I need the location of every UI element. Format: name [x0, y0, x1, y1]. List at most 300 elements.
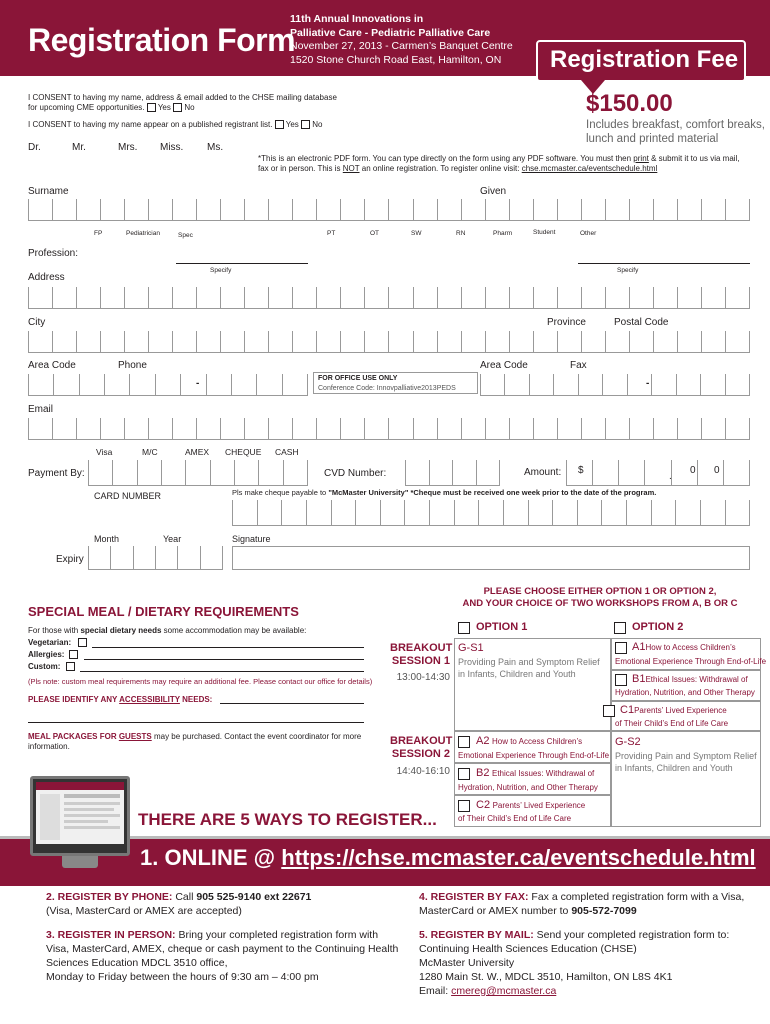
input-box-cell[interactable]	[172, 418, 196, 440]
pay-cheque[interactable]: CHEQUE	[225, 447, 262, 457]
input-box-cell[interactable]	[172, 287, 196, 309]
input-box-cell[interactable]	[177, 546, 199, 570]
input-box-cell[interactable]	[700, 500, 725, 526]
fee-includes: Includes breakfast, comfort breaks, lunch and printed material	[586, 119, 765, 145]
input-box-cell[interactable]	[485, 287, 509, 309]
input-box-cell[interactable]	[232, 500, 257, 526]
input-box-cell[interactable]	[185, 460, 209, 486]
person-text-d: Monday to Friday between the hours of 9:30 am – 4:00 pm	[46, 971, 319, 983]
input-box-cell[interactable]	[577, 500, 602, 526]
event-line-3: November 27, 2013 - Carmen’s Banquet Centre	[290, 40, 513, 52]
input-box-cell[interactable]	[331, 500, 356, 526]
fax-text-b: MasterCard or AMEX number to	[419, 905, 572, 917]
input-box-cell[interactable]	[653, 287, 677, 309]
phone-heading: 2. REGISTER BY PHONE:	[46, 891, 173, 903]
input-box-cell[interactable]	[76, 199, 100, 221]
input-box-cell[interactable]	[244, 287, 268, 309]
input-box-cell[interactable]	[79, 374, 104, 396]
input-box-cell[interactable]	[244, 331, 268, 353]
pay-cash[interactable]: CASH	[275, 447, 299, 457]
consent-published-yes-checkbox[interactable]	[275, 120, 284, 129]
input-box-cell[interactable]	[196, 418, 220, 440]
input-box-cell[interactable]	[220, 331, 244, 353]
input-box-cell[interactable]	[533, 418, 557, 440]
input-box-cell[interactable]	[485, 331, 509, 353]
input-box-cell[interactable]	[592, 460, 618, 486]
email-label: Email	[28, 404, 54, 415]
mail-email-link[interactable]: cmereg@mcmaster.ca	[451, 985, 557, 997]
pay-mc[interactable]: M/C	[142, 447, 158, 457]
input-box-cell[interactable]	[88, 546, 110, 570]
input-box-cell[interactable]	[557, 418, 581, 440]
prof-spec[interactable]: Spec	[178, 232, 193, 239]
b2-title	[476, 767, 594, 779]
input-box-cell[interactable]	[110, 546, 132, 570]
b1-title	[632, 673, 748, 685]
input-box-cell[interactable]	[601, 500, 626, 526]
breakout-1	[390, 642, 453, 668]
input-box-cell[interactable]	[478, 500, 503, 526]
input-box-cell[interactable]	[605, 287, 629, 309]
consent-published-no-checkbox[interactable]	[301, 120, 310, 129]
input-box-cell[interactable]	[268, 418, 292, 440]
input-box-cell[interactable]	[701, 199, 725, 221]
input-box-cell[interactable]	[340, 418, 364, 440]
consent-mailing-yes-checkbox[interactable]	[147, 103, 156, 112]
c1-title-a: Parents’ Lived Experience	[634, 706, 727, 715]
input-box-cell[interactable]	[52, 331, 76, 353]
access-c: NEEDS:	[179, 695, 213, 704]
amount-label: Amount:	[524, 467, 562, 478]
fax-dash: -	[646, 378, 650, 389]
input-box-cell[interactable]	[380, 500, 405, 526]
input-box-cell[interactable]	[112, 460, 136, 486]
input-box-cell[interactable]	[676, 374, 700, 396]
input-box-cell[interactable]	[476, 460, 501, 486]
input-box-cell[interactable]	[231, 374, 256, 396]
gs1-code: G-S1	[458, 642, 484, 654]
a1-title-a: How to Access Children’s	[645, 643, 736, 652]
input-box-cell[interactable]	[28, 287, 52, 309]
b2-title-b: Hydration, Nutrition, and Other Therapy	[458, 783, 598, 792]
input-box-cell[interactable]	[629, 331, 653, 353]
input-box-cell[interactable]	[100, 287, 124, 309]
input-box-cell[interactable]	[485, 199, 509, 221]
input-box-cell[interactable]	[364, 199, 388, 221]
input-box-cell[interactable]	[282, 374, 308, 396]
input-box-cell[interactable]	[404, 500, 429, 526]
card-number-label: CARD NUMBER	[94, 491, 162, 501]
accessibility-line-1[interactable]	[220, 703, 364, 704]
input-box-cell[interactable]	[651, 374, 675, 396]
input-box-cell[interactable]	[480, 374, 504, 396]
input-box-cell[interactable]	[256, 374, 281, 396]
choose-instructions	[440, 586, 760, 610]
input-box-cell[interactable]	[161, 460, 185, 486]
input-box-cell[interactable]	[557, 287, 581, 309]
spec-specify-line[interactable]	[176, 263, 308, 264]
input-box-cell[interactable]	[581, 418, 605, 440]
input-box-cell[interactable]	[461, 199, 485, 221]
input-box-cell[interactable]	[244, 199, 268, 221]
address-boxes[interactable]	[28, 287, 750, 309]
input-box-cell[interactable]	[196, 287, 220, 309]
input-box-cell[interactable]	[723, 460, 750, 486]
input-box-cell[interactable]	[618, 460, 644, 486]
phone-boxes[interactable]	[28, 374, 308, 396]
input-box-cell[interactable]	[553, 374, 577, 396]
input-box-cell[interactable]	[413, 331, 437, 353]
input-box-cell[interactable]	[509, 331, 533, 353]
card-number-boxes[interactable]	[232, 500, 750, 526]
input-box-cell[interactable]	[268, 287, 292, 309]
input-box-cell[interactable]	[281, 500, 306, 526]
input-box-cell[interactable]	[602, 374, 626, 396]
input-box-cell[interactable]	[340, 331, 364, 353]
input-box-cell[interactable]	[629, 199, 653, 221]
input-box-cell[interactable]	[701, 418, 725, 440]
input-box-cell[interactable]	[52, 418, 76, 440]
input-box-cell[interactable]	[700, 374, 724, 396]
input-box-cell[interactable]	[429, 460, 453, 486]
amount-boxes[interactable]	[566, 460, 750, 486]
input-box-cell[interactable]	[437, 199, 461, 221]
input-box-cell[interactable]	[220, 199, 244, 221]
prof-rn[interactable]: RN	[456, 230, 466, 237]
input-box-cell[interactable]	[552, 500, 577, 526]
input-box-cell[interactable]	[605, 331, 629, 353]
allergies-line[interactable]	[84, 659, 364, 660]
input-box-cell[interactable]	[316, 418, 340, 440]
input-box-cell[interactable]	[53, 374, 78, 396]
input-box-cell[interactable]	[292, 287, 316, 309]
input-box-cell[interactable]	[677, 199, 701, 221]
input-box-cell[interactable]	[653, 418, 677, 440]
input-box-cell[interactable]	[100, 331, 124, 353]
input-box-cell[interactable]	[100, 199, 124, 221]
allergies-label: Allergies:	[28, 650, 65, 659]
input-box-cell[interactable]	[701, 287, 725, 309]
input-box-cell[interactable]	[626, 500, 651, 526]
input-box-cell[interactable]	[355, 500, 380, 526]
input-box-cell[interactable]	[578, 374, 602, 396]
input-box-cell[interactable]	[725, 287, 750, 309]
input-box-cell[interactable]	[210, 460, 234, 486]
input-box-cell[interactable]	[220, 287, 244, 309]
input-box-cell[interactable]	[533, 287, 557, 309]
prof-pediatrician[interactable]: Pediatrician	[126, 230, 160, 237]
consent-published-text: I CONSENT to having my name appear on a published registrant list.	[28, 120, 273, 129]
a2-title-a: How to Access Children’s	[491, 737, 583, 746]
input-box-cell[interactable]	[124, 418, 148, 440]
fax-number[interactable]: 905-572-7099	[571, 905, 637, 917]
pay-amex[interactable]: AMEX	[185, 447, 210, 457]
input-box-cell[interactable]	[725, 374, 750, 396]
title-mrs[interactable]: Mrs.	[118, 142, 138, 153]
payment-method-boxes[interactable]	[88, 460, 308, 486]
input-box-cell[interactable]	[306, 500, 331, 526]
input-box-cell[interactable]	[725, 199, 750, 221]
input-box-cell[interactable]	[137, 460, 161, 486]
consent-mailing-no-checkbox[interactable]	[173, 103, 182, 112]
input-box-cell[interactable]	[28, 374, 53, 396]
input-box-cell[interactable]	[509, 418, 533, 440]
expiry-boxes[interactable]	[88, 546, 223, 570]
a2-title-b: Emotional Experience Through End-of-Life	[458, 751, 610, 760]
input-box-cell[interactable]	[180, 374, 205, 396]
input-box-cell[interactable]	[124, 199, 148, 221]
name-boxes[interactable]	[28, 199, 750, 221]
guests-note	[28, 732, 368, 752]
a1-title-b: Emotional Experience Through End-of-Life	[615, 657, 767, 666]
input-box-cell[interactable]	[52, 199, 76, 221]
fax-boxes[interactable]	[480, 374, 750, 396]
note-text-a: *This is an electronic PDF form. You can type directly on the form using any PDF software. You must then	[258, 154, 634, 163]
input-box-cell[interactable]	[283, 460, 308, 486]
prof-sw[interactable]: SW	[411, 230, 422, 237]
input-box-cell[interactable]	[653, 199, 677, 221]
signature-label: Signature	[232, 534, 271, 544]
monitor-stand-icon	[62, 856, 98, 868]
input-box-cell[interactable]	[452, 460, 476, 486]
input-box-cell[interactable]	[206, 374, 231, 396]
input-box-cell[interactable]	[148, 331, 172, 353]
input-box-cell[interactable]	[268, 331, 292, 353]
input-box-cell[interactable]	[725, 331, 750, 353]
input-box-cell[interactable]	[292, 331, 316, 353]
input-box-cell[interactable]	[76, 331, 100, 353]
input-box-cell[interactable]	[533, 199, 557, 221]
other-specify-line[interactable]	[578, 263, 750, 264]
input-box-cell[interactable]	[100, 418, 124, 440]
input-box-cell[interactable]	[677, 287, 701, 309]
c2-checkbox[interactable]	[458, 800, 470, 812]
amount-decimal: .	[669, 471, 672, 482]
input-box-cell[interactable]	[88, 460, 112, 486]
prof-student[interactable]: Student	[533, 229, 556, 236]
person-heading: 3. REGISTER IN PERSON:	[46, 929, 176, 941]
input-box-cell[interactable]	[196, 199, 220, 221]
fax-heading: 4. REGISTER BY FAX:	[419, 891, 529, 903]
input-box-cell[interactable]	[268, 199, 292, 221]
input-box-cell[interactable]	[104, 374, 129, 396]
input-box-cell[interactable]	[557, 331, 581, 353]
input-box-cell[interactable]	[28, 331, 52, 353]
title-miss[interactable]: Miss.	[160, 142, 184, 153]
input-box-cell[interactable]	[148, 418, 172, 440]
accessibility-line-2[interactable]	[28, 722, 364, 723]
input-box-cell[interactable]	[172, 199, 196, 221]
input-box-cell[interactable]	[316, 331, 340, 353]
input-box-cell[interactable]	[129, 374, 154, 396]
input-box-cell[interactable]	[52, 287, 76, 309]
note-url[interactable]: chse.mcmaster.ca/eventschedule.html	[521, 164, 658, 173]
option1-checkbox[interactable]	[458, 622, 470, 634]
input-box-cell[interactable]	[461, 418, 485, 440]
city-boxes[interactable]	[28, 331, 750, 353]
vegetarian-line[interactable]	[92, 647, 364, 648]
input-box-cell[interactable]	[701, 331, 725, 353]
input-box-cell[interactable]	[581, 287, 605, 309]
c1-code: C1	[620, 704, 635, 716]
breakout-2-label: BREAKOUT	[390, 735, 453, 747]
input-box-cell[interactable]	[605, 199, 629, 221]
input-box-cell[interactable]	[28, 418, 52, 440]
form-title: Registration Form	[28, 22, 296, 58]
option2-checkbox[interactable]	[614, 622, 626, 634]
custom-checkbox[interactable]	[66, 662, 75, 671]
input-box-cell[interactable]	[528, 500, 553, 526]
c2-title-a: Parents’ Lived Experience	[492, 801, 586, 810]
title-dr[interactable]: Dr.	[28, 142, 41, 153]
input-box-cell[interactable]	[155, 374, 180, 396]
fee-title: Registration Fee	[550, 46, 739, 73]
input-box-cell[interactable]	[76, 287, 100, 309]
a1-checkbox[interactable]	[615, 642, 627, 654]
title-mr[interactable]: Mr.	[72, 142, 86, 153]
input-box-cell[interactable]	[340, 199, 364, 221]
input-box-cell[interactable]	[675, 500, 700, 526]
input-box-cell[interactable]	[413, 287, 437, 309]
input-box-cell[interactable]	[485, 418, 509, 440]
input-box-cell[interactable]	[28, 199, 52, 221]
input-box-cell[interactable]	[504, 374, 528, 396]
input-box-cell[interactable]	[388, 199, 412, 221]
mail-text-b: Continuing Health Sciences Education (CHSE)	[419, 943, 637, 955]
input-box-cell[interactable]	[316, 287, 340, 309]
input-box-cell[interactable]	[405, 460, 429, 486]
phone-number[interactable]: 905 525-9140 ext 22671	[196, 891, 312, 903]
b1-title-b: Hydration, Nutrition, and Other Therapy	[615, 688, 755, 697]
phone-label: Phone	[118, 360, 147, 371]
province-label: Province	[547, 317, 586, 328]
input-box-cell[interactable]	[529, 374, 553, 396]
event-info	[290, 13, 513, 67]
input-box-cell[interactable]	[437, 418, 461, 440]
b2-checkbox[interactable]	[458, 768, 470, 780]
custom-line[interactable]	[80, 671, 364, 672]
input-box-cell[interactable]	[605, 418, 629, 440]
input-box-cell[interactable]	[76, 418, 100, 440]
prof-pharm[interactable]: Pharm	[493, 230, 513, 237]
b1-checkbox[interactable]	[615, 674, 627, 686]
input-box-cell[interactable]	[653, 331, 677, 353]
c2-code: C2	[476, 799, 491, 811]
input-box-cell[interactable]	[509, 199, 533, 221]
input-box-cell[interactable]	[503, 500, 528, 526]
mail-text-c: McMaster University	[419, 957, 515, 969]
prof-ot[interactable]: OT	[370, 230, 380, 237]
input-box-cell[interactable]	[316, 199, 340, 221]
note-text-b: & submit it to us via mail, fax or in person. This is	[258, 154, 740, 173]
consent-mailing-no-label: No	[184, 103, 195, 112]
phone-text-a: Call	[172, 891, 197, 903]
input-box-cell[interactable]	[244, 418, 268, 440]
online-url-link[interactable]: https://chse.mcmaster.ca/eventschedule.html	[281, 845, 756, 870]
input-box-cell[interactable]	[340, 287, 364, 309]
input-box-cell[interactable]	[133, 546, 155, 570]
fax-text-a: Fax a completed registration form with a Visa,	[528, 891, 745, 903]
input-box-cell[interactable]	[629, 287, 653, 309]
input-box-cell[interactable]	[413, 418, 437, 440]
prof-other[interactable]: Other	[580, 230, 597, 237]
register-fax	[419, 890, 744, 918]
input-box-cell[interactable]	[292, 418, 316, 440]
input-box-cell[interactable]	[677, 331, 701, 353]
input-box-cell[interactable]	[388, 331, 412, 353]
note-not: NOT	[342, 164, 360, 173]
input-box-cell[interactable]	[644, 460, 670, 486]
input-box-cell[interactable]	[124, 331, 148, 353]
input-box-cell[interactable]	[651, 500, 676, 526]
prof-pt[interactable]: PT	[327, 230, 336, 237]
prof-fp[interactable]: FP	[94, 230, 103, 237]
input-box-cell[interactable]	[234, 460, 258, 486]
note-print: print	[633, 154, 649, 163]
input-box-cell[interactable]	[220, 418, 244, 440]
a2-checkbox[interactable]	[458, 736, 470, 748]
input-box-cell[interactable]	[461, 331, 485, 353]
input-box-cell[interactable]	[364, 331, 388, 353]
other-specify-label: Specify	[617, 267, 639, 274]
input-box-cell[interactable]	[509, 287, 533, 309]
c1-checkbox[interactable]	[603, 705, 615, 717]
input-box-cell[interactable]	[725, 418, 750, 440]
input-box-cell[interactable]	[629, 418, 653, 440]
input-box-cell[interactable]	[364, 287, 388, 309]
input-box-cell[interactable]	[677, 418, 701, 440]
c2-title-b: of Their Child’s End of Life Care	[458, 814, 572, 823]
input-box-cell[interactable]	[148, 287, 172, 309]
cvd-boxes[interactable]	[405, 460, 500, 486]
input-box-cell[interactable]	[292, 199, 316, 221]
email-boxes[interactable]	[28, 418, 750, 440]
input-box-cell[interactable]	[172, 331, 196, 353]
b1-title-a: Ethical Issues: Withdrawal of	[645, 675, 748, 684]
input-box-cell[interactable]	[437, 331, 461, 353]
b2-code: B2	[476, 767, 490, 779]
input-box-cell[interactable]	[258, 460, 282, 486]
input-box-cell[interactable]	[124, 287, 148, 309]
input-box-cell[interactable]	[557, 199, 581, 221]
input-box-cell[interactable]	[581, 331, 605, 353]
input-box-cell[interactable]	[364, 418, 388, 440]
input-box-cell[interactable]	[155, 546, 177, 570]
input-box-cell[interactable]	[388, 418, 412, 440]
input-box-cell[interactable]	[148, 199, 172, 221]
input-box-cell[interactable]	[200, 546, 223, 570]
input-box-cell[interactable]	[725, 500, 751, 526]
phone-dash: -	[196, 378, 200, 389]
title-ms[interactable]: Ms.	[207, 142, 224, 153]
input-box-cell[interactable]	[581, 199, 605, 221]
option1-label: OPTION 1	[476, 621, 528, 633]
input-box-cell[interactable]	[257, 500, 282, 526]
input-box-cell[interactable]	[437, 287, 461, 309]
input-box-cell[interactable]	[388, 287, 412, 309]
input-box-cell[interactable]	[533, 331, 557, 353]
input-box-cell[interactable]	[196, 331, 220, 353]
input-box-cell[interactable]	[454, 500, 479, 526]
input-box-cell[interactable]	[429, 500, 454, 526]
input-box-cell[interactable]	[413, 199, 437, 221]
signature-box[interactable]	[232, 546, 750, 570]
allergies-checkbox[interactable]	[69, 650, 78, 659]
register-online	[140, 845, 756, 871]
input-box-cell[interactable]	[461, 287, 485, 309]
pay-visa[interactable]: Visa	[96, 447, 113, 457]
vegetarian-checkbox[interactable]	[78, 638, 87, 647]
